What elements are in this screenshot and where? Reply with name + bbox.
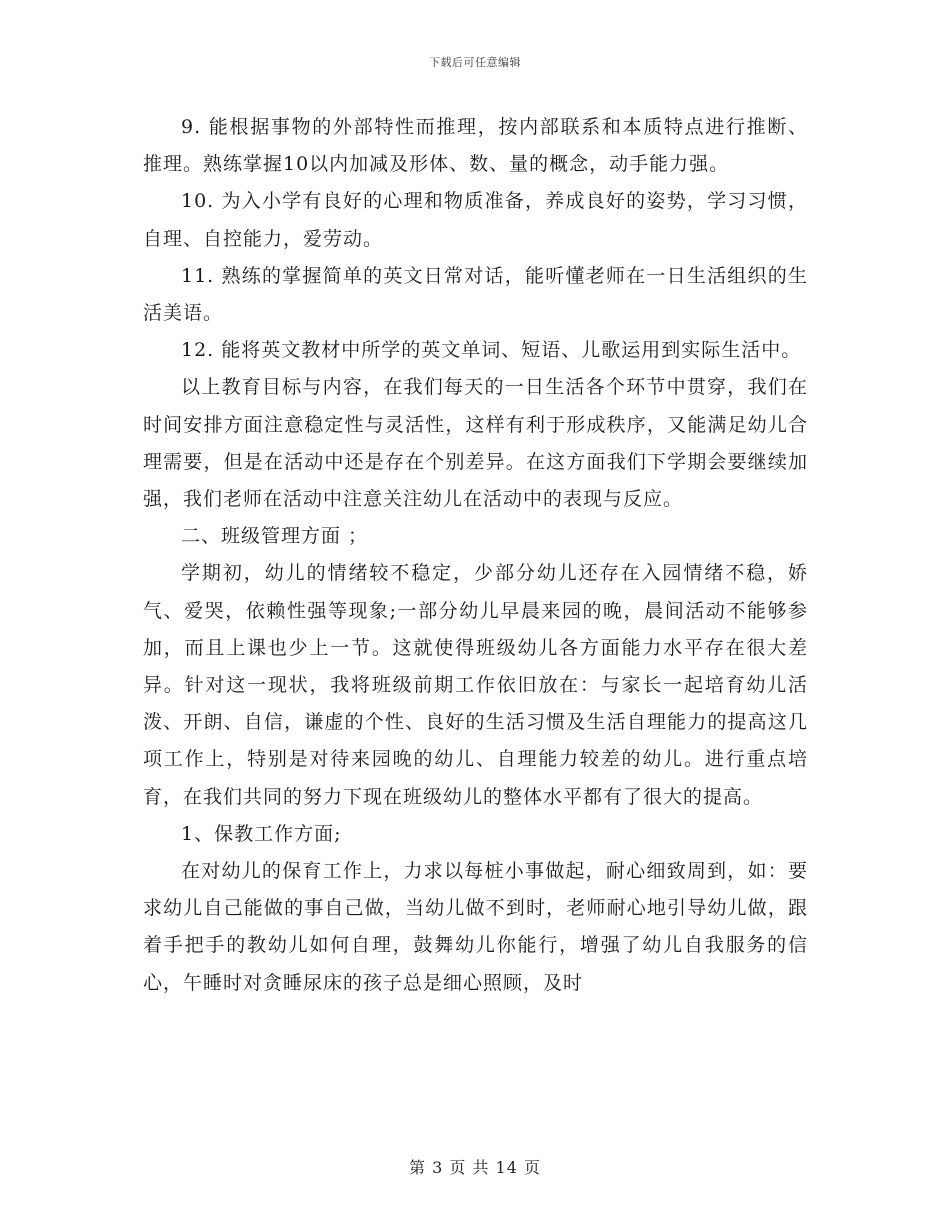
paragraph-item-10: 10. 为入小学有良好的心理和物质准备，养成良好的姿势，学习习惯，自理、自控能力，爱劳动。: [143, 190, 808, 250]
paragraph-summary: 以上教育目标与内容，在我们每天的一日生活各个环节中贯穿，我们在时间安排方面注意稳定性与灵活性，这样有利于形成秩序，又能满足幼儿合理需要，但是在活动中还是存在个别差异。在这方面我们下学期会要继续加强，我们老师在活动中注意关注幼儿在活动中的表现与反应。: [143, 376, 808, 511]
subsection-heading-care-education: 1、保教工作方面;: [181, 822, 342, 845]
section-heading-class-management: 二、班级管理方面 ；: [181, 525, 369, 548]
paragraph-item-9: 9. 能根据事物的外部特性而推理，按内部联系和本质特点进行推断、推理。熟练掌握10以内加减及形体、数、量的概念，动手能力强。: [143, 116, 808, 176]
paragraph-item-11: 11. 熟练的掌握简单的英文日常对话，能听懂老师在一日生活组织的生活美语。: [143, 264, 808, 325]
page-header: 下载后可任意编辑: [429, 56, 521, 69]
page-number: 第 3 页 共 14 页: [409, 1158, 541, 1177]
document-body: [143, 109, 808, 1002]
paragraph-item-12: 12. 能将英文教材中所学的英文单词、短语、儿歌运用到实际生活中。: [181, 339, 802, 362]
paragraph-care-work: 在对幼儿的保育工作上，力求以每桩小事做起，耐心细致周到，如：要求幼儿自己能做的事自己做，当幼儿做不到时，老师耐心地引导幼儿做，跟着手把手的教幼儿如何自理，鼓舞幼儿你能行，增强了幼儿自我服务的信心，午睡时对贪睡尿床的孩子总是细心照顾，及时: [143, 860, 808, 994]
paragraph-semester-start: 学期初，幼儿的情绪较不稳定，少部分幼儿还存在入园情绪不稳，娇气、爱哭，依赖性强等现象;一部分幼儿早晨来园的晚，晨间活动不能够参加，而且上课也少上一节。这就使得班级幼儿各方面能力水平存在很大差异。针对这一现状，我将班级前期工作依旧放在：与家长一起培育幼儿活泼、开朗、自信，谦虚的个性、良好的生活习惯及生活自理能力的提高这几项工作上，特别是对待来园晚的幼儿、自理能力较差的幼儿。进行重点培育，在我们共同的努力下现在班级幼儿的整体水平都有了很大的提高。: [143, 562, 808, 808]
